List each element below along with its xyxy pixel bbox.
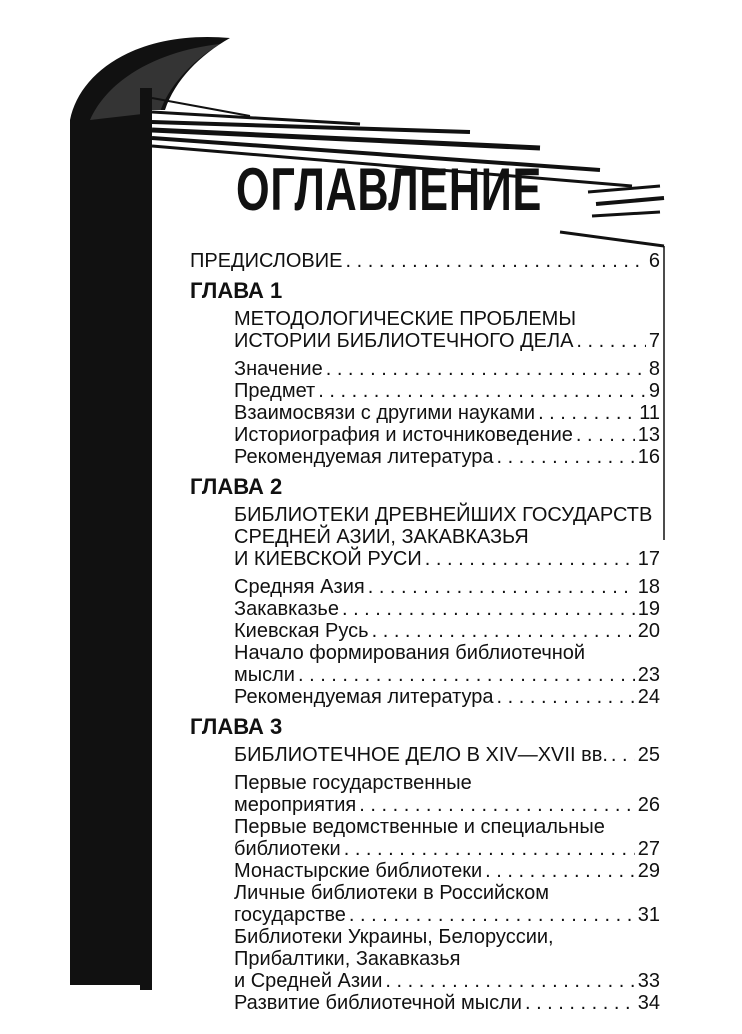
toc-entry-label: Историография и источниковедение (234, 424, 573, 446)
toc-page-number: 16 (637, 446, 660, 468)
toc-page-number: 34 (637, 992, 660, 1014)
section-title-line: И КИЕВСКОЙ РУСИ (234, 548, 422, 570)
toc-entry-label: Развитие библиотечной мысли (234, 992, 522, 1014)
toc-entry-preface (190, 250, 660, 272)
toc-entry (234, 860, 660, 882)
leader-dots (425, 548, 635, 570)
section-title-line: СРЕДНЕЙ АЗИИ, ЗАКАВКАЗЬЯ (234, 526, 529, 548)
leader-dots (576, 424, 635, 446)
leader-dots (497, 446, 635, 468)
toc-entry-label: и Средней Азии (234, 970, 383, 992)
toc-entry-label-line: Начало формирования библиотечной (234, 642, 586, 664)
toc-entry-label: Рекомендуемая литература (234, 686, 494, 708)
toc-entry (234, 970, 660, 992)
toc-entry-label-line: Личные библиотеки в Российском (234, 882, 550, 904)
toc-entry (234, 904, 660, 926)
toc-page-number: 19 (637, 598, 660, 620)
toc-entry (234, 664, 660, 686)
leader-dots (368, 576, 635, 598)
toc-page-number: 25 (637, 744, 660, 766)
toc-entry-label: Взаимосвязи с другими науками (234, 402, 536, 424)
toc-entry-label-line: Первые ведомственные и специальные (234, 816, 605, 838)
toc-entry-label: библиотеки (234, 838, 341, 860)
toc-entry (234, 598, 660, 620)
leader-dots (525, 992, 635, 1014)
toc-entry (234, 424, 660, 446)
toc-page-number: 11 (639, 402, 660, 424)
toc-page-number: 13 (637, 424, 660, 446)
toc-page-number: 27 (637, 838, 660, 860)
chapter-heading: ГЛАВА 2 (190, 474, 283, 499)
toc-entry (234, 402, 660, 424)
toc-page-number: 7 (648, 330, 660, 352)
toc-entry (234, 686, 660, 708)
chapter-section (190, 744, 660, 1014)
leader-dots (611, 744, 635, 766)
toc-entry (234, 620, 660, 642)
toc-page-number: 23 (637, 664, 660, 686)
toc-page-number: 33 (637, 970, 660, 992)
section-title-last-line (234, 548, 660, 570)
toc-page-number: 8 (648, 358, 660, 380)
leader-dots (326, 358, 646, 380)
leader-dots (497, 686, 635, 708)
toc-page-number: 26 (637, 794, 660, 816)
toc-entry-label: мысли (234, 664, 295, 686)
toc-entry-label: ПРЕДИСЛОВИЕ (190, 250, 343, 272)
leader-dots (576, 330, 645, 352)
leader-dots (342, 598, 635, 620)
toc-page-number: 24 (637, 686, 660, 708)
section-title-line: МЕТОДОЛОГИЧЕСКИЕ ПРОБЛЕМЫ (234, 308, 577, 330)
toc-entry-label: Рекомендуемая литература (234, 446, 494, 468)
section-title-line: БИБЛИОТЕЧНОЕ ДЕЛО В XIV—XVII вв. (234, 744, 608, 766)
toc-page-number: 6 (648, 250, 660, 272)
leader-dots (318, 380, 646, 402)
toc-entry-label: мероприятия (234, 794, 357, 816)
toc-page-number: 20 (637, 620, 660, 642)
toc-entry-label: Закавказье (234, 598, 339, 620)
table-of-contents (190, 250, 660, 1014)
toc-entry-label: Значение (234, 358, 323, 380)
toc-entry (234, 576, 660, 598)
chapter-section (190, 308, 660, 468)
toc-page-number: 31 (637, 904, 660, 926)
toc-page-number: 18 (637, 576, 660, 598)
toc-entry-label: Киевская Русь (234, 620, 369, 642)
toc-page-number: 29 (637, 860, 660, 882)
leader-dots (372, 620, 635, 642)
toc-entry-label-line: Прибалтики, Закавказья (234, 948, 461, 970)
chapter-section (190, 504, 660, 708)
section-title-line: ИСТОРИИ БИБЛИОТЕЧНОГО ДЕЛА (234, 330, 574, 352)
toc-entry (234, 446, 660, 468)
toc-entry-label-line: Первые государственные (234, 772, 472, 794)
leader-dots (385, 970, 634, 992)
toc-entry-label: государстве (234, 904, 346, 926)
toc-entry-label: Предмет (234, 380, 316, 402)
leader-dots (298, 664, 635, 686)
toc-page-number: 9 (648, 380, 660, 402)
leader-dots (359, 794, 635, 816)
toc-entry-label: Средняя Азия (234, 576, 365, 598)
toc-entry (234, 358, 660, 380)
page-title: ОГЛАВЛЕНИЕ (236, 156, 543, 223)
toc-entry (234, 992, 660, 1014)
leader-dots (344, 838, 635, 860)
leader-dots (485, 860, 635, 882)
chapter-heading: ГЛАВА 1 (190, 278, 283, 303)
section-title-line: БИБЛИОТЕКИ ДРЕВНЕЙШИХ ГОСУДАРСТВ (234, 504, 653, 526)
toc-entry-label-line: Библиотеки Украины, Белоруссии, (234, 926, 554, 948)
leader-dots (346, 250, 646, 272)
chapter-heading: ГЛАВА 3 (190, 714, 283, 739)
toc-entry (234, 794, 660, 816)
leader-dots (538, 402, 636, 424)
section-title-last-line (234, 744, 660, 766)
section-title-last-line (234, 330, 660, 352)
leader-dots (349, 904, 635, 926)
toc-page-number: 17 (637, 548, 660, 570)
toc-entry (234, 838, 660, 860)
toc-entry (234, 380, 660, 402)
toc-entry-label: Монастырские библиотеки (234, 860, 483, 882)
